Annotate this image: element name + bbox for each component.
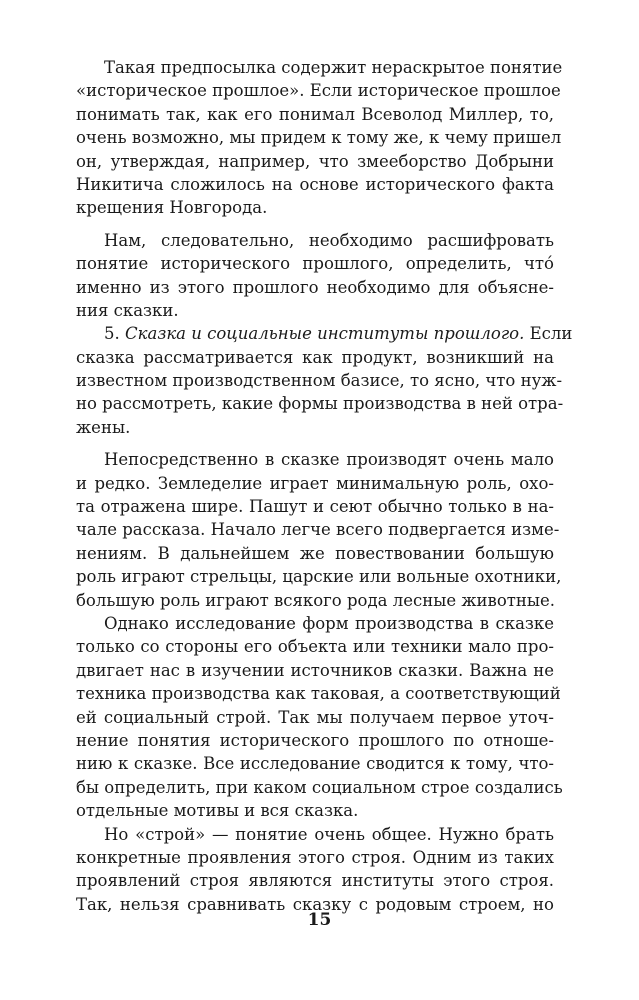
text-line: известном производственном базисе, то ясно, что нуж- [76, 371, 563, 391]
text-line: отдельные мотивы и вся сказка. [76, 801, 359, 821]
text-line: нию к сказке. Все исследование сводится к тому, что- [76, 754, 554, 774]
text-line: крещения Новгорода. [76, 198, 268, 218]
paragraph [76, 448, 562, 612]
text-line: проявлений строя являются институты этого строя. [76, 871, 554, 891]
text-line: чале рассказа. Начало легче всего подвергается изме- [76, 520, 560, 540]
text-line: большую роль играют всякого рода лесные животные. [76, 590, 556, 610]
section-paragraph [76, 322, 573, 439]
paragraph [76, 56, 563, 220]
text-line: и редко. Земледелие играет минимальную роль, охо- [76, 473, 554, 493]
text-line: Такая предпосылка содержит нераскрытое понятие [104, 58, 563, 77]
section-heading-rest: Если [524, 324, 573, 344]
text-line: понятие исторического прошлого, определить, что́ [76, 254, 554, 274]
section-title: Сказка и социальные институты прошлого. [125, 324, 525, 344]
paragraph [76, 823, 554, 917]
text-line: жены. [76, 417, 131, 437]
text-line: техника производства как таковая, а соответствующий [76, 684, 561, 704]
text-line: ния сказки. [76, 300, 179, 320]
text-line: Но «строй» — понятие очень общее. Нужно брать [104, 824, 554, 844]
section-heading-line [76, 322, 573, 345]
text-line: Так, нельзя сравнивать сказку с родовым строем, но [76, 894, 554, 914]
text-line: понимать так, как его понимал Всеволод Миллер, то, [76, 104, 554, 124]
paragraph [76, 612, 563, 823]
text-line: нение понятия исторического прошлого по отноше- [76, 730, 554, 750]
text-line: «историческое прошлое». Если историческое прошлое [76, 81, 561, 101]
text-line: та отражена шире. Пашут и сеют обычно только в на- [76, 497, 554, 517]
page-number: 15 [307, 910, 332, 930]
text-line: только со стороны его объекта или техники мало про- [76, 637, 554, 657]
text-line: роль играют стрельцы, царские или вольные охотники, [76, 567, 562, 587]
text-line: именно из этого прошлого необходимо для объясне- [76, 277, 554, 297]
book-page-text [76, 56, 573, 916]
text-line: Непосредственно в сказке производят очень мало [104, 450, 554, 470]
text-line: нениям. В дальнейшем же повествовании большую [76, 543, 554, 563]
text-line: ей социальный строй. Так мы получаем первое уточ- [76, 707, 554, 727]
section-number: 5. [104, 324, 120, 344]
text-line: сказка рассматривается как продукт, возникший на [76, 347, 554, 367]
text-line: но рассмотреть, какие формы производства в ней отра- [76, 394, 564, 414]
text-line: он, утверждая, например, что змееборство Добрыни [76, 151, 554, 171]
paragraph [76, 229, 554, 323]
text-line: бы определить, при каком социальном строе создались [76, 777, 563, 797]
text-line: конкретные проявления этого строя. Одним из таких [76, 847, 554, 867]
text-line: двигает нас в изучении источников сказки. Важна не [76, 660, 554, 680]
text-line: Нам, следовательно, необходимо расшифровать [104, 230, 554, 250]
text-line: Однако исследование форм производства в сказке [104, 613, 554, 633]
text-line: очень возможно, мы придем к тому же, к чему пришел [76, 128, 562, 148]
text-line: Никитича сложилось на основе исторического факта [76, 174, 554, 194]
